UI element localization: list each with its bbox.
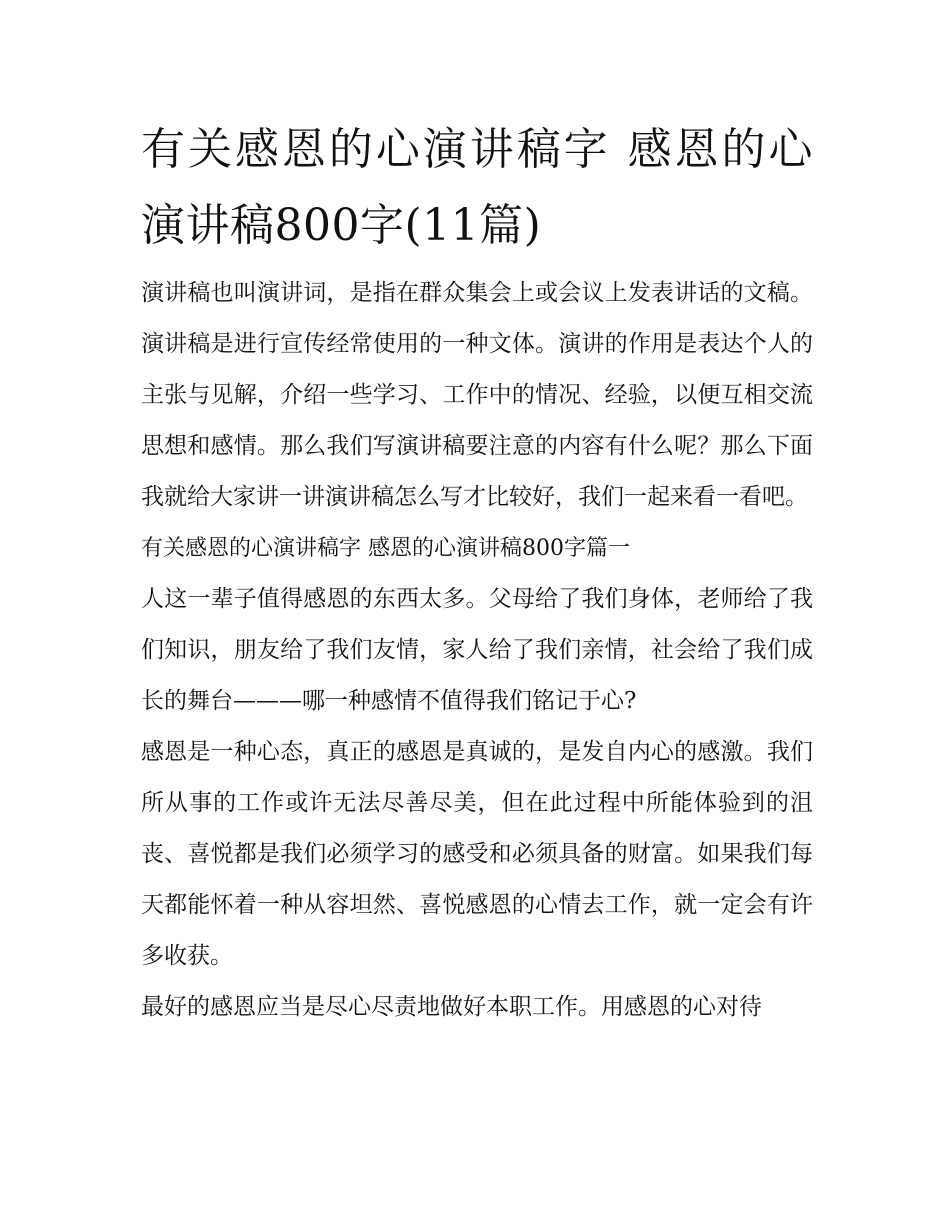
body-paragraph: 感恩是一种心态，真正的感恩是真诚的，是发自内心的感激。我们所从事的工作或许无法尽善尽美，但在此过程中所能体验到的沮丧、喜悦都是我们必须学习的感受和必须具备的财富。如果我们每天都能怀着一种从容坦然、喜悦感恩的心情去工作，就一定会有许多收获。 <box>141 739 813 969</box>
body-paragraph: 最好的感恩应当是尽心尽责地做好本职工作。用感恩的心对待 <box>141 994 762 1020</box>
document-title: 有关感恩的心演讲稿字 感恩的心演讲稿800字(11篇) <box>141 124 813 251</box>
body-paragraph: 人这一辈子值得感恩的东西太多。父母给了我们身体，老师给了我们知识，朋友给了我们友情，家人给了我们亲情，社会给了我们成长的舞台———哪一种感情不值得我们铭记于心? <box>141 586 813 714</box>
document-page <box>141 112 813 1033</box>
section-heading: 有关感恩的心演讲稿字 感恩的心演讲稿800字篇一 <box>141 536 630 561</box>
intro-paragraph: 演讲稿也叫演讲词，是指在群众集会上或会议上发表讲话的文稿。演讲稿是进行宣传经常使用的一种文体。演讲的作用是表达个人的主张与见解，介绍一些学习、工作中的情况、经验，以便互相交流思想和感情。那么我们写演讲稿要注意的内容有什么呢？那么下面我就给大家讲一讲演讲稿怎么写才比较好，我们一起来看一看吧。 <box>141 280 813 510</box>
